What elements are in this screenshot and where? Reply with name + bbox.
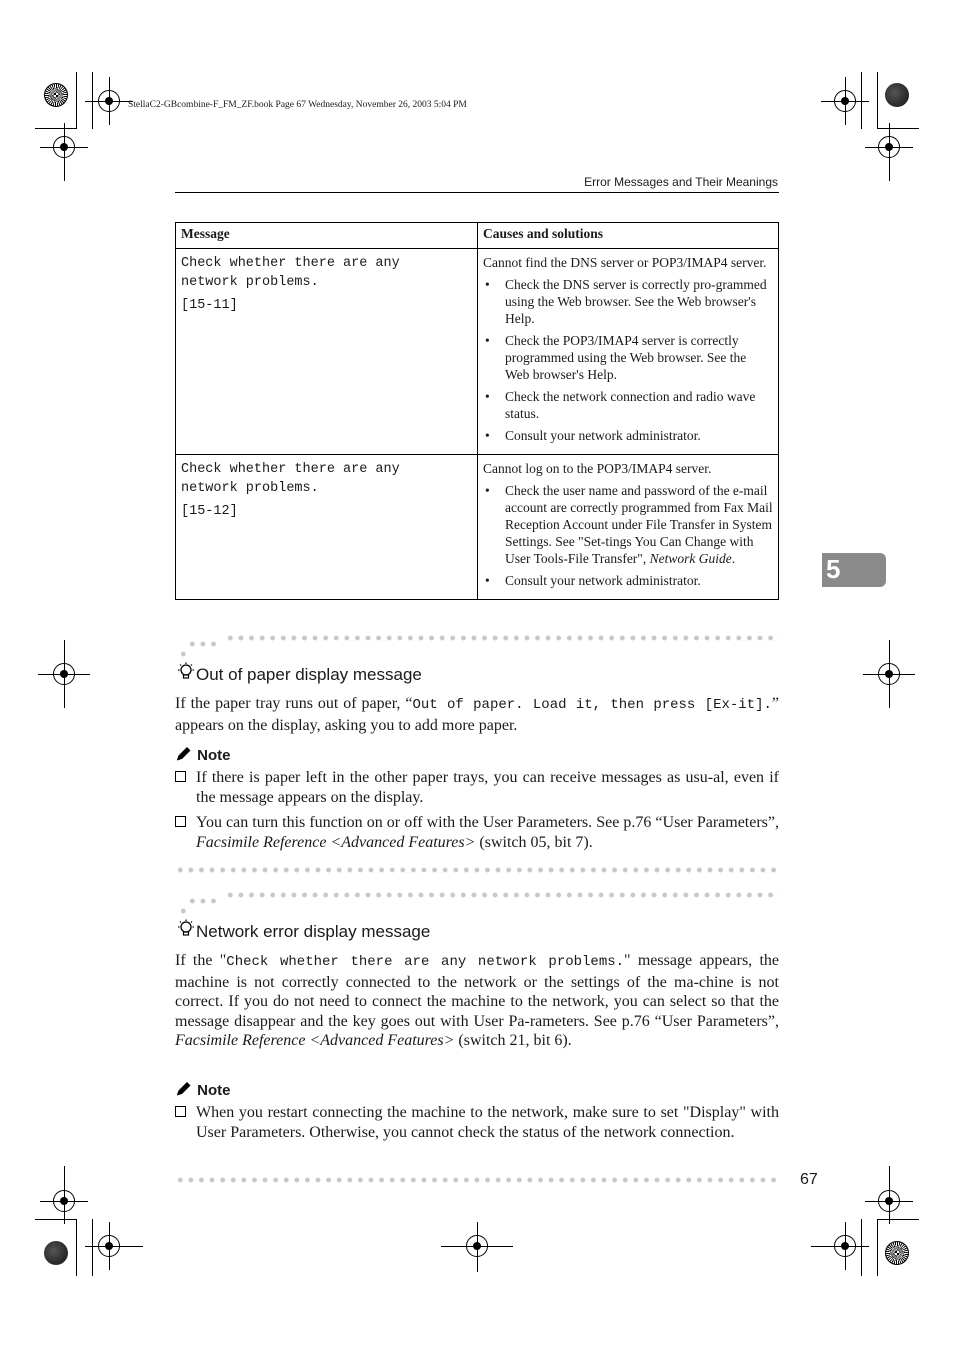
checkbox-bullet-icon: [175, 1106, 186, 1117]
message-line: Check whether there are any: [181, 256, 400, 271]
lightbulb-icon: [176, 919, 196, 939]
note-item: If there is paper left in the other paper trays, you can receive messages as usu-al, even if the message appears on the display.: [175, 768, 779, 807]
section-divider: [187, 898, 219, 904]
cause-text: Cannot find the DNS server or POP3/IMAP4 server.: [483, 255, 767, 270]
message-cell: [176, 455, 478, 600]
message-line: network problems.: [181, 481, 319, 496]
color-target-icon: [885, 83, 909, 107]
table-row: [176, 455, 779, 600]
pencil-icon: [175, 1081, 193, 1097]
section-title: Network error display message: [176, 919, 430, 942]
section-divider: [225, 635, 779, 641]
causes-cell: [478, 455, 779, 600]
list-item: • Check the POP3/IMAP4 server is correctly programmed using the Web browser. See the Web browser's Help.: [483, 332, 773, 383]
section-divider: [178, 651, 190, 657]
solution-list: [483, 482, 773, 589]
header-rule: [175, 192, 779, 193]
message-cell: [176, 249, 478, 455]
section-divider: [178, 908, 190, 914]
causes-cell: [478, 249, 779, 455]
checkbox-bullet-icon: [175, 771, 186, 782]
reference-link: Facsimile Reference <Advanced Features>: [175, 1032, 455, 1050]
list-item: • Check the user name and password of the e-mail account are correctly programmed from Fax Mail Reception Account under File Transfer in System Settings. See "Set-tings You Can Change with User Tools-File Transfer", Network Guide.: [483, 482, 773, 567]
chapter-tab: 5: [822, 553, 886, 587]
color-target-icon: [44, 1241, 68, 1265]
column-header-causes: Causes and solutions: [478, 223, 779, 249]
section-divider: [175, 867, 779, 873]
message-line: Check whether there are any: [181, 462, 400, 477]
table-header-row: [176, 223, 779, 249]
error-code: [15-12]: [181, 504, 238, 519]
section-title: Out of paper display message: [176, 662, 422, 685]
list-item: • Check the network connection and radio wave status.: [483, 388, 773, 422]
column-header-message: Message: [176, 223, 478, 249]
note-heading: Note: [175, 1081, 231, 1099]
solution-list: [483, 276, 773, 444]
table-row: [176, 249, 779, 455]
note-heading: Note: [175, 746, 231, 764]
reference-link: Facsimile Reference <Advanced Features>: [196, 833, 476, 851]
message-line: network problems.: [181, 275, 319, 290]
reference-link: Network Guide: [649, 551, 732, 566]
error-code: [15-11]: [181, 298, 238, 313]
error-message-table: [175, 222, 779, 600]
body-paragraph: If the paper tray runs out of paper, “Out of paper. Load it, then press [Ex-it].” appears on the display, asking you to add more paper.: [175, 695, 779, 734]
list-item: • Consult your network administrator.: [483, 427, 773, 444]
list-item: • Check the DNS server is correctly pro-grammed using the Web browser. See the Web browser's Help.: [483, 276, 773, 327]
section-divider: [225, 892, 779, 898]
note-item: When you restart connecting the machine to the network, make sure to set "Display" with User Parameters. Otherwise, you cannot check the status of the network connection.: [175, 1103, 779, 1142]
page-number: 67: [800, 1171, 818, 1188]
cause-text: Cannot log on to the POP3/IMAP4 server.: [483, 461, 712, 476]
display-message: Check whether there are any network problems.: [226, 954, 625, 970]
running-header: Error Messages and Their Meanings: [584, 175, 778, 189]
note-item: You can turn this function on or off with the User Parameters. See p.76 “User Parameters”, Facsimile Reference <Advanced Features> (switch 05, bit 7).: [175, 813, 779, 852]
print-header: StellaC2-GBcombine-F_FM_ZF.book Page 67 Wednesday, November 26, 2003 5:04 PM: [128, 100, 467, 110]
section-divider: [175, 1177, 779, 1183]
list-item: • Consult your network administrator.: [483, 572, 773, 589]
pencil-icon: [175, 746, 193, 762]
color-target-icon: [885, 1241, 909, 1265]
checkbox-bullet-icon: [175, 816, 186, 827]
section-divider: [187, 641, 219, 647]
color-target-icon: [44, 83, 68, 107]
display-message: Out of paper. Load it, then press [Ex-it].: [412, 697, 772, 713]
lightbulb-icon: [176, 662, 196, 682]
body-paragraph: If the "Check whether there are any network problems." message appears, the machine is not correctly connected to the network or the settings of the ma-chine is not correct. If you do not need to connect the machine to the network, you can select so that the message disappear and the key goes out with User Pa-rameters. See p.76 “User Parameters”, Facsimile Reference <Advanced Features> (switch 21, bit 6).: [175, 952, 780, 1050]
